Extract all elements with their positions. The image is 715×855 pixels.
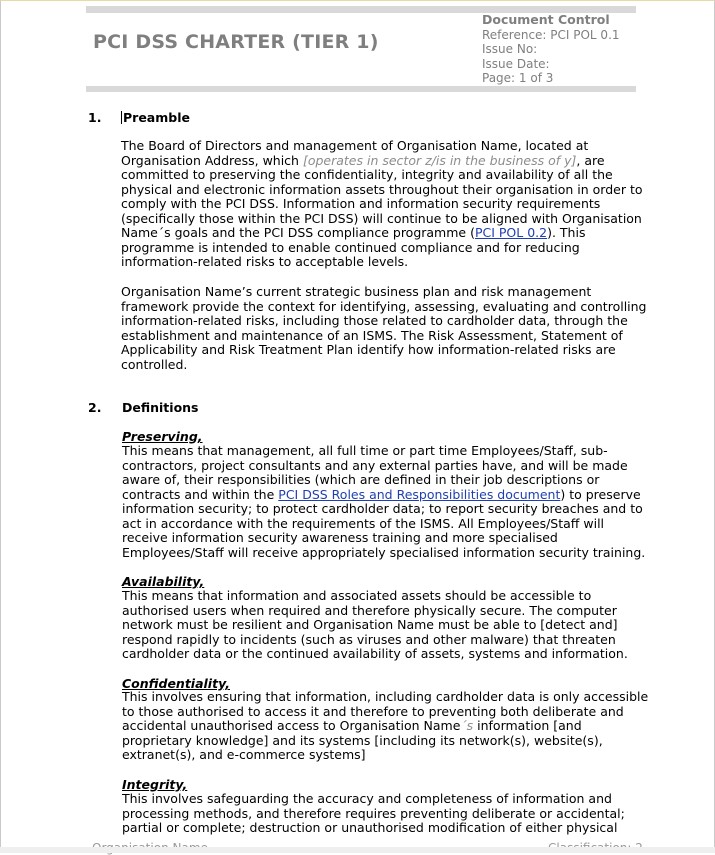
roles-document-link[interactable]: PCI DSS Roles and Responsibilities document (278, 486, 561, 502)
preserving-definition (122, 443, 646, 560)
page-bottom-edge (0, 847, 715, 853)
text-line: contractors, project consultants and any external parties have, and will be made (122, 457, 628, 473)
term-integrity: Integrity, (122, 777, 188, 792)
text-cursor (121, 111, 122, 124)
text-line: comply with the PCI DSS. Information and information security requirements (121, 196, 601, 211)
issue-date: Issue Date: (482, 56, 550, 71)
issue-number: Issue No: (482, 42, 538, 56)
term-confidentiality: Confidentiality, (122, 676, 230, 691)
text-line: This involves ensuring that information, including cardholder data is only accessible (122, 689, 649, 704)
text-line: extranet(s), and e-commerce systems] (122, 747, 366, 762)
placeholder-text: [operates in sector z/is in the business of y] (302, 152, 577, 168)
text-line: act in accordance with the requirements of the ISMS. All Employees/Staff will (122, 515, 605, 531)
text-line: This means that information and associated assets should be accessible to (122, 588, 592, 603)
text-line: information security; to protect cardholder data; to report security breaches and to (122, 501, 643, 516)
text-line: respond rapidly to incidents (such as viruses and other malware) that threaten (122, 631, 616, 647)
section-title-preamble[interactable] (121, 110, 190, 125)
text-line: The Board of Directors and management of Organisation Name, located at (121, 138, 589, 153)
availability-definition (122, 589, 632, 662)
text-line: committed to preserving the confidentiality, integrity and availability of all the (121, 167, 613, 182)
text-line: Organisation Name’s current strategic business plan and risk management (121, 284, 592, 299)
text-line: programme is intended to enable continued compliance and for reducing (121, 239, 580, 255)
text-line: accidental unauthorised access to Organisation Name´s information [and (122, 718, 582, 733)
section-title-definitions: Definitions (122, 400, 199, 415)
text-line: establishment and maintenance of an ISMS. The Risk Assessment, Statement of (121, 327, 623, 343)
term-preserving: Preserving, (122, 429, 203, 444)
text-line: aware of, their responsibilities (which are defined in their job descriptions or (122, 472, 600, 487)
text-line: physical and electronic information assets throughout their organisation in order to (121, 181, 643, 197)
text-line: This means that management, all full time or part time Employees/Staff, sub- (122, 443, 608, 458)
preamble-paragraph-1 (121, 138, 643, 270)
text-line: partial or complete; destruction or unauthorised modification of either physical (122, 820, 618, 835)
term-availability: Availability, (122, 574, 205, 589)
text-line: Name´s goals and the PCI DSS compliance programme (PCI POL 0.2). This (121, 225, 586, 240)
text-line: receive information security awareness training and more specialised (122, 530, 558, 545)
text-line: Organisation Address, which [operates in sector z/is in the business of y], are (121, 152, 605, 168)
text-line: authorised users when required and therefore physically secure. The computer (122, 602, 617, 618)
document-control-block (482, 13, 620, 86)
pci-pol-link[interactable]: PCI POL 0.2 (474, 225, 548, 240)
text-line: cardholder data or the continued availability of assets, systems and information. (122, 646, 628, 661)
text-line: Employees/Staff will receive appropriately specialised information security training. (122, 544, 646, 560)
text-line: (specifically those within the PCI DSS) will continue to be aligned with Organisation (121, 210, 642, 226)
text-line: controlled. (121, 356, 188, 372)
text-line: information-related risks to acceptable levels. (121, 254, 409, 269)
text-line: network must be resilient and Organisation Name must be able to [detect and] (122, 617, 618, 632)
section-title-text: Preamble (123, 110, 190, 125)
text-line: Applicability and Risk Treatment Plan identify how information-related risks are (121, 342, 616, 357)
text-line: contracts and within the PCI DSS Roles and Responsibilities document) to preserve (122, 486, 641, 502)
page-number: Page: 1 of 3 (482, 71, 554, 85)
text-line: This involves safeguarding the accuracy and completeness of information and (122, 791, 612, 806)
section-number: 2. (88, 400, 102, 415)
header-bottom-rule (86, 86, 636, 92)
text-line: information-related risks, including those related to cardholder data, through the (121, 313, 628, 328)
text-line: proprietary knowledge] and its systems [including its network(s), website(s), (122, 732, 603, 748)
text-line: framework provide the context for identifying, assessing, evaluating and controlling (121, 298, 647, 314)
preamble-paragraph-2 (121, 284, 647, 372)
text-line: processing methods, and therefore requires preventing deliberate or accidental; (122, 805, 625, 821)
text-line: to those authorised to access it and therefore to preventing both deliberate and (122, 703, 624, 719)
document-reference: Reference: PCI POL 0.1 (482, 27, 620, 42)
document-title: PCI DSS CHARTER (TIER 1) (93, 31, 379, 53)
confidentiality-definition (122, 689, 649, 763)
integrity-definition (122, 792, 632, 836)
document-control-heading: Document Control (482, 12, 610, 27)
section-number: 1. (88, 110, 102, 125)
